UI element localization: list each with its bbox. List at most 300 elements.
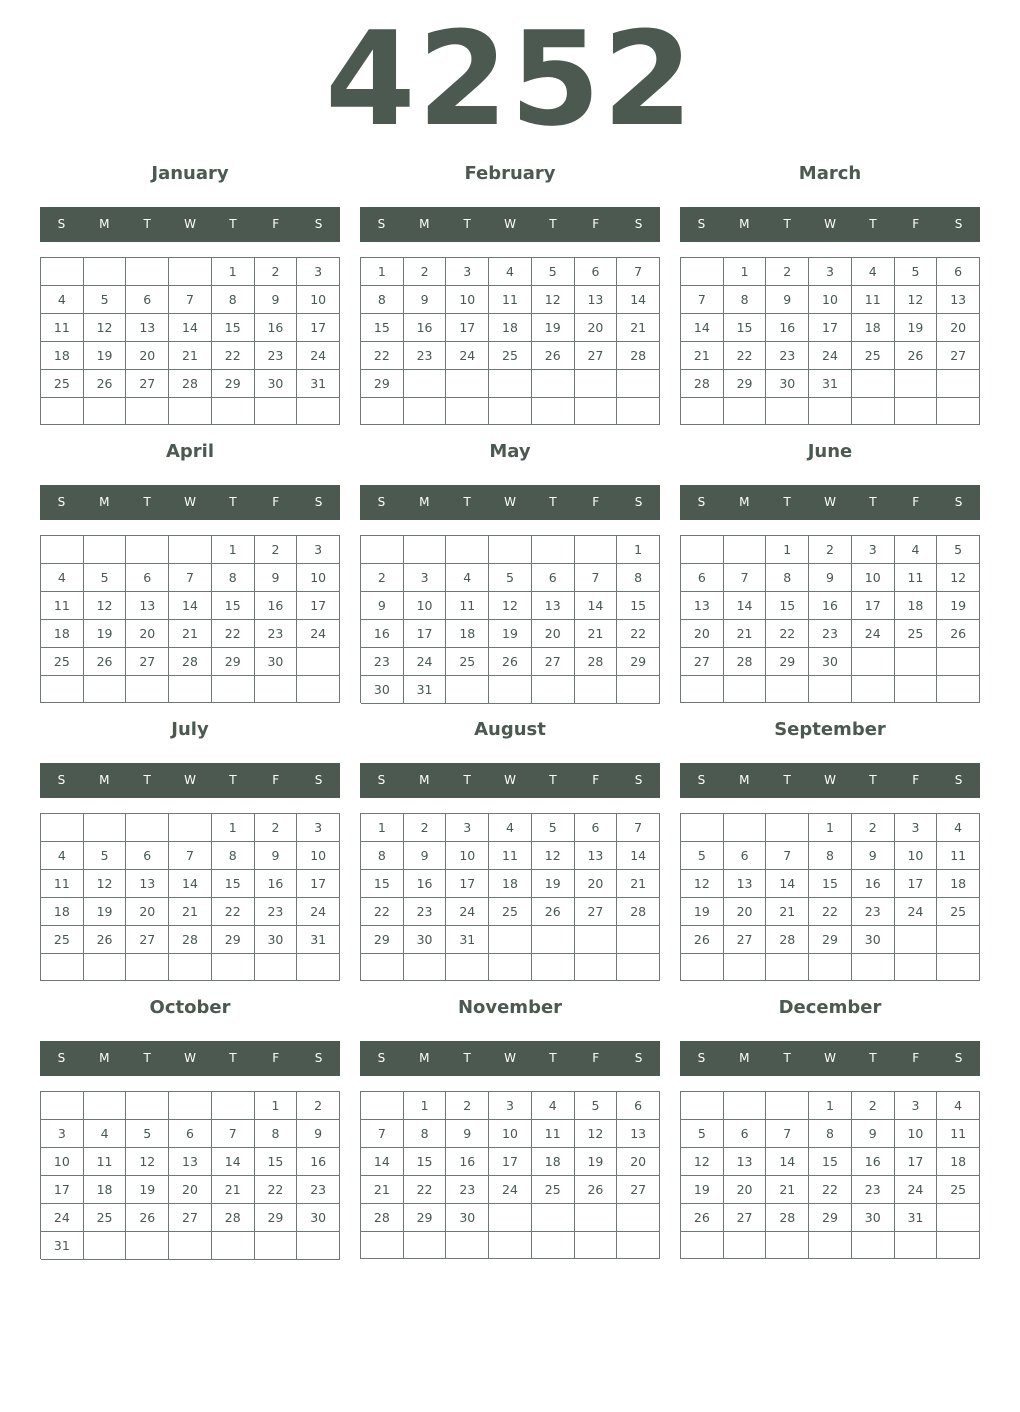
day-cell: 3	[446, 258, 489, 286]
weekday-label: T	[783, 1051, 791, 1065]
day-cell: 3	[852, 536, 895, 564]
empty-day-cell	[169, 814, 212, 842]
day-cell: 1	[766, 536, 809, 564]
day-cell: 13	[617, 1120, 660, 1148]
empty-day-cell	[169, 1232, 212, 1260]
weekday-label: W	[184, 773, 196, 787]
empty-day-cell	[681, 1232, 724, 1259]
day-cell: 28	[169, 648, 212, 676]
day-cell: 2	[852, 1092, 895, 1120]
day-cell: 9	[255, 842, 298, 870]
weekday-label: F	[272, 217, 280, 231]
empty-day-cell	[169, 954, 212, 981]
day-cell: 15	[212, 870, 255, 898]
empty-day-cell	[937, 398, 980, 425]
empty-day-cell	[681, 814, 724, 842]
day-cell: 12	[489, 592, 532, 620]
weekday-label: M	[99, 773, 110, 787]
day-cell: 20	[126, 898, 169, 926]
day-cell: 4	[895, 536, 938, 564]
day-cell: 9	[852, 842, 895, 870]
weekday-label: S	[954, 1051, 963, 1065]
day-cell: 13	[575, 286, 618, 314]
day-cell: 19	[489, 620, 532, 648]
day-cell: 27	[681, 648, 724, 676]
day-cell: 10	[446, 842, 489, 870]
weekday-label: T	[463, 495, 471, 509]
day-cell: 10	[895, 1120, 938, 1148]
day-cell: 28	[617, 898, 660, 926]
weekday-label: S	[697, 217, 706, 231]
day-cell: 22	[617, 620, 660, 648]
empty-day-cell	[446, 398, 489, 425]
weekday-header	[360, 1041, 660, 1076]
empty-day-cell	[937, 926, 980, 954]
day-cell: 4	[532, 1092, 575, 1120]
empty-day-cell	[724, 814, 767, 842]
day-cell: 5	[937, 536, 980, 564]
day-cell: 11	[489, 842, 532, 870]
day-cell: 11	[937, 1120, 980, 1148]
day-cell: 25	[489, 898, 532, 926]
day-cell: 29	[404, 1204, 447, 1232]
day-cell: 20	[575, 314, 618, 342]
empty-day-cell	[724, 398, 767, 425]
day-grid	[360, 535, 660, 703]
day-cell: 10	[489, 1120, 532, 1148]
weekday-label: T	[229, 495, 237, 509]
day-cell: 7	[617, 258, 660, 286]
day-cell: 1	[404, 1092, 447, 1120]
empty-day-cell	[937, 1204, 980, 1232]
empty-day-cell	[681, 398, 724, 425]
empty-day-cell	[297, 648, 340, 676]
empty-day-cell	[126, 258, 169, 286]
empty-day-cell	[361, 1092, 404, 1120]
day-cell: 23	[361, 648, 404, 676]
day-cell: 16	[404, 870, 447, 898]
day-cell: 10	[852, 564, 895, 592]
empty-day-cell	[84, 676, 127, 703]
empty-day-cell	[41, 676, 84, 703]
weekday-label: S	[634, 1051, 643, 1065]
day-cell: 21	[575, 620, 618, 648]
day-cell: 7	[766, 842, 809, 870]
day-cell: 7	[169, 564, 212, 592]
day-cell: 20	[126, 620, 169, 648]
day-cell: 30	[255, 926, 298, 954]
weekday-label: S	[634, 217, 643, 231]
day-cell: 26	[126, 1204, 169, 1232]
empty-day-cell	[169, 676, 212, 703]
empty-day-cell	[617, 954, 660, 981]
day-cell: 27	[126, 648, 169, 676]
day-cell: 23	[852, 898, 895, 926]
day-cell: 21	[724, 620, 767, 648]
weekday-label: F	[912, 1051, 920, 1065]
day-cell: 4	[41, 564, 84, 592]
day-cell: 25	[895, 620, 938, 648]
weekday-label: M	[739, 217, 750, 231]
day-cell: 26	[84, 926, 127, 954]
empty-day-cell	[617, 370, 660, 398]
day-grid	[40, 535, 340, 703]
day-cell: 3	[297, 814, 340, 842]
day-cell: 8	[212, 564, 255, 592]
day-cell: 5	[895, 258, 938, 286]
day-cell: 20	[169, 1176, 212, 1204]
day-cell: 8	[766, 564, 809, 592]
weekday-label: W	[504, 495, 516, 509]
empty-day-cell	[169, 398, 212, 425]
day-cell: 31	[446, 926, 489, 954]
empty-day-cell	[84, 1232, 127, 1260]
day-cell: 9	[361, 592, 404, 620]
empty-day-cell	[532, 926, 575, 954]
day-cell: 24	[809, 342, 852, 370]
day-cell: 18	[937, 870, 980, 898]
day-cell: 19	[681, 898, 724, 926]
day-cell: 18	[84, 1176, 127, 1204]
day-cell: 3	[489, 1092, 532, 1120]
day-cell: 19	[532, 314, 575, 342]
day-cell: 19	[126, 1176, 169, 1204]
weekday-label: W	[184, 1051, 196, 1065]
day-cell: 30	[446, 1204, 489, 1232]
day-cell: 5	[84, 842, 127, 870]
day-cell: 29	[212, 926, 255, 954]
day-cell: 25	[41, 648, 84, 676]
weekday-label: S	[697, 495, 706, 509]
day-cell: 12	[126, 1148, 169, 1176]
weekday-label: W	[184, 217, 196, 231]
day-cell: 11	[895, 564, 938, 592]
day-cell: 1	[361, 814, 404, 842]
day-cell: 15	[724, 314, 767, 342]
day-cell: 20	[937, 314, 980, 342]
month-name: March	[798, 163, 862, 184]
weekday-label: M	[419, 1051, 430, 1065]
empty-day-cell	[724, 536, 767, 564]
weekday-label: T	[143, 217, 151, 231]
day-cell: 7	[724, 564, 767, 592]
day-cell: 20	[724, 1176, 767, 1204]
day-grid	[360, 813, 660, 981]
empty-day-cell	[809, 954, 852, 981]
empty-day-cell	[681, 258, 724, 286]
day-cell: 18	[895, 592, 938, 620]
day-cell: 18	[446, 620, 489, 648]
day-cell: 1	[212, 814, 255, 842]
empty-day-cell	[532, 676, 575, 704]
day-cell: 17	[297, 592, 340, 620]
empty-day-cell	[766, 814, 809, 842]
day-cell: 4	[937, 1092, 980, 1120]
day-cell: 12	[84, 592, 127, 620]
empty-day-cell	[84, 398, 127, 425]
day-cell: 14	[212, 1148, 255, 1176]
day-cell: 19	[681, 1176, 724, 1204]
empty-day-cell	[852, 676, 895, 703]
day-cell: 10	[446, 286, 489, 314]
year-title: 4252	[325, 3, 695, 155]
day-cell: 22	[212, 898, 255, 926]
day-cell: 17	[809, 314, 852, 342]
empty-day-cell	[575, 926, 618, 954]
empty-day-cell	[297, 1232, 340, 1260]
day-cell: 16	[766, 314, 809, 342]
empty-day-cell	[404, 1232, 447, 1259]
day-cell: 18	[852, 314, 895, 342]
day-cell: 25	[489, 342, 532, 370]
day-cell: 1	[361, 258, 404, 286]
day-cell: 13	[126, 314, 169, 342]
day-cell: 28	[766, 926, 809, 954]
day-cell: 24	[41, 1204, 84, 1232]
empty-day-cell	[532, 398, 575, 425]
empty-day-cell	[937, 648, 980, 676]
day-cell: 17	[895, 870, 938, 898]
day-cell: 20	[126, 342, 169, 370]
empty-day-cell	[169, 1092, 212, 1120]
weekday-label: T	[869, 773, 877, 787]
day-cell: 22	[255, 1176, 298, 1204]
empty-day-cell	[681, 676, 724, 703]
empty-day-cell	[169, 536, 212, 564]
weekday-label: T	[229, 773, 237, 787]
empty-day-cell	[446, 370, 489, 398]
day-cell: 26	[84, 648, 127, 676]
day-cell: 10	[297, 564, 340, 592]
weekday-label: F	[912, 495, 920, 509]
day-cell: 25	[41, 926, 84, 954]
weekday-header	[40, 207, 340, 242]
day-cell: 21	[681, 342, 724, 370]
day-cell: 6	[937, 258, 980, 286]
empty-day-cell	[532, 954, 575, 981]
day-cell: 11	[532, 1120, 575, 1148]
weekday-label: W	[504, 217, 516, 231]
day-cell: 6	[617, 1092, 660, 1120]
weekday-label: F	[272, 773, 280, 787]
empty-day-cell	[489, 676, 532, 704]
day-cell: 2	[255, 258, 298, 286]
empty-day-cell	[895, 676, 938, 703]
empty-day-cell	[766, 398, 809, 425]
empty-day-cell	[212, 398, 255, 425]
day-cell: 23	[255, 898, 298, 926]
day-cell: 19	[532, 870, 575, 898]
day-cell: 31	[297, 926, 340, 954]
day-cell: 23	[404, 342, 447, 370]
weekday-label: T	[549, 495, 557, 509]
day-cell: 11	[852, 286, 895, 314]
weekday-label: S	[634, 495, 643, 509]
day-cell: 12	[84, 314, 127, 342]
day-cell: 19	[84, 620, 127, 648]
day-cell: 16	[361, 620, 404, 648]
weekday-label: S	[634, 773, 643, 787]
day-cell: 10	[809, 286, 852, 314]
day-cell: 23	[404, 898, 447, 926]
day-cell: 30	[766, 370, 809, 398]
day-cell: 12	[532, 286, 575, 314]
day-cell: 22	[766, 620, 809, 648]
weekday-label: T	[869, 495, 877, 509]
day-cell: 31	[809, 370, 852, 398]
day-cell: 1	[255, 1092, 298, 1120]
day-cell: 1	[809, 814, 852, 842]
empty-day-cell	[724, 1092, 767, 1120]
day-cell: 15	[809, 1148, 852, 1176]
day-cell: 7	[212, 1120, 255, 1148]
day-cell: 7	[169, 842, 212, 870]
day-cell: 19	[84, 342, 127, 370]
empty-day-cell	[766, 676, 809, 703]
weekday-label: S	[954, 773, 963, 787]
day-cell: 15	[212, 592, 255, 620]
empty-day-cell	[255, 954, 298, 981]
day-cell: 30	[404, 926, 447, 954]
day-cell: 14	[681, 314, 724, 342]
day-cell: 3	[895, 814, 938, 842]
day-cell: 8	[404, 1120, 447, 1148]
empty-day-cell	[297, 398, 340, 425]
day-cell: 2	[809, 536, 852, 564]
day-cell: 26	[895, 342, 938, 370]
weekday-label: T	[229, 1051, 237, 1065]
day-cell: 19	[84, 898, 127, 926]
day-cell: 2	[255, 814, 298, 842]
empty-day-cell	[126, 954, 169, 981]
day-cell: 11	[41, 314, 84, 342]
day-cell: 29	[361, 926, 404, 954]
empty-day-cell	[41, 258, 84, 286]
day-cell: 11	[84, 1148, 127, 1176]
day-cell: 14	[766, 1148, 809, 1176]
day-cell: 23	[255, 620, 298, 648]
empty-day-cell	[852, 648, 895, 676]
month-name: February	[464, 163, 556, 184]
day-cell: 7	[361, 1120, 404, 1148]
day-cell: 21	[169, 342, 212, 370]
empty-day-cell	[84, 1092, 127, 1120]
day-cell: 29	[617, 648, 660, 676]
weekday-label: S	[954, 495, 963, 509]
day-cell: 23	[297, 1176, 340, 1204]
day-cell: 27	[617, 1176, 660, 1204]
weekday-label: F	[592, 1051, 600, 1065]
empty-day-cell	[681, 1092, 724, 1120]
empty-day-cell	[724, 676, 767, 703]
weekday-label: T	[229, 217, 237, 231]
weekday-label: S	[314, 773, 323, 787]
month-name: June	[807, 441, 853, 462]
weekday-label: T	[549, 773, 557, 787]
weekday-label: F	[592, 495, 600, 509]
day-cell: 30	[297, 1204, 340, 1232]
day-cell: 8	[809, 1120, 852, 1148]
empty-day-cell	[489, 536, 532, 564]
empty-day-cell	[489, 1232, 532, 1259]
empty-day-cell	[617, 398, 660, 425]
empty-day-cell	[724, 1232, 767, 1259]
day-cell: 9	[852, 1120, 895, 1148]
day-cell: 18	[937, 1148, 980, 1176]
day-cell: 31	[297, 370, 340, 398]
weekday-label: S	[57, 217, 66, 231]
day-cell: 11	[937, 842, 980, 870]
day-cell: 7	[681, 286, 724, 314]
empty-day-cell	[895, 398, 938, 425]
day-cell: 31	[41, 1232, 84, 1260]
weekday-label: W	[504, 1051, 516, 1065]
month-name: May	[489, 441, 531, 462]
empty-day-cell	[212, 676, 255, 703]
day-cell: 5	[681, 842, 724, 870]
weekday-label: S	[57, 773, 66, 787]
month-name: July	[171, 719, 209, 740]
day-cell: 21	[617, 314, 660, 342]
empty-day-cell	[489, 370, 532, 398]
weekday-label: F	[272, 1051, 280, 1065]
day-cell: 24	[404, 648, 447, 676]
day-cell: 16	[297, 1148, 340, 1176]
weekday-label: M	[99, 217, 110, 231]
day-cell: 30	[255, 648, 298, 676]
empty-day-cell	[255, 1232, 298, 1260]
day-cell: 5	[532, 258, 575, 286]
day-cell: 2	[852, 814, 895, 842]
day-cell: 13	[532, 592, 575, 620]
day-cell: 13	[937, 286, 980, 314]
weekday-label: T	[143, 773, 151, 787]
day-cell: 26	[532, 898, 575, 926]
day-cell: 17	[489, 1148, 532, 1176]
day-cell: 29	[361, 370, 404, 398]
day-cell: 9	[809, 564, 852, 592]
empty-day-cell	[575, 370, 618, 398]
day-cell: 20	[681, 620, 724, 648]
day-cell: 17	[895, 1148, 938, 1176]
day-cell: 3	[297, 536, 340, 564]
day-cell: 28	[575, 648, 618, 676]
day-cell: 23	[446, 1176, 489, 1204]
weekday-label: T	[549, 217, 557, 231]
empty-day-cell	[126, 676, 169, 703]
weekday-label: W	[824, 1051, 836, 1065]
day-cell: 24	[297, 898, 340, 926]
day-cell: 28	[766, 1204, 809, 1232]
weekday-label: F	[912, 217, 920, 231]
empty-day-cell	[126, 814, 169, 842]
empty-day-cell	[617, 1204, 660, 1232]
empty-day-cell	[489, 398, 532, 425]
day-cell: 15	[766, 592, 809, 620]
day-cell: 12	[84, 870, 127, 898]
day-cell: 11	[446, 592, 489, 620]
day-cell: 28	[724, 648, 767, 676]
day-grid	[40, 1091, 340, 1259]
empty-day-cell	[617, 926, 660, 954]
day-cell: 19	[575, 1148, 618, 1176]
empty-day-cell	[84, 814, 127, 842]
empty-day-cell	[489, 1204, 532, 1232]
day-cell: 14	[169, 314, 212, 342]
day-cell: 27	[126, 926, 169, 954]
day-cell: 5	[681, 1120, 724, 1148]
empty-day-cell	[84, 954, 127, 981]
